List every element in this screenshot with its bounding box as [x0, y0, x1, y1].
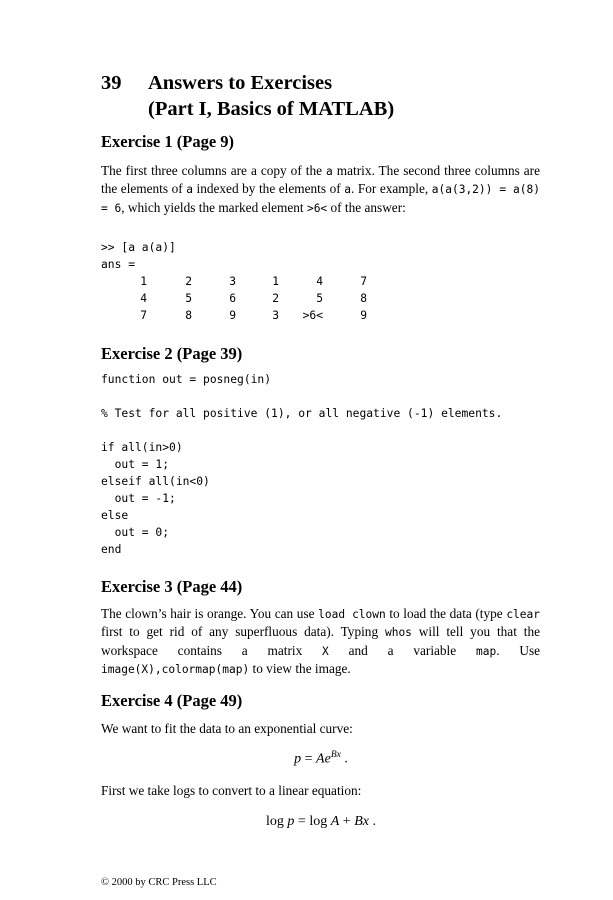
matrix-cell: 7	[140, 309, 147, 322]
matrix-cell: 8	[185, 309, 192, 322]
exercise-3-heading: Exercise 3 (Page 44)	[101, 577, 243, 596]
matrix-cell: 2	[185, 275, 192, 288]
matrix-cell: 4	[316, 275, 323, 288]
chapter-title-line1: Answers to Exercises	[148, 72, 333, 94]
matrix-cell: 8	[360, 292, 367, 305]
matrix-cell: 2	[272, 292, 279, 305]
exercise-1-code: >> [a a(a)] ans =	[101, 241, 176, 271]
matrix-cell: 3	[272, 309, 279, 322]
equation-linear: log p = log A + Bx .	[266, 814, 376, 829]
exercise-3-text: The clown’s hair is orange. You can use load clown to load the data (type clear first to get rid of any superfluous data). Typing whos will tell you that the workspace contains a matrix X and a variable map. Use image(X),colormap(map) to view the image.	[101, 606, 541, 676]
matrix-cell: 9	[360, 309, 367, 322]
matrix-cell: 3	[229, 275, 236, 288]
matrix-cell: 7	[360, 275, 367, 288]
exercise-1-heading: Exercise 1 (Page 9)	[101, 132, 235, 151]
chapter-title-line2: (Part I, Basics of MATLAB)	[148, 98, 395, 120]
exercise-2-heading: Exercise 2 (Page 39)	[101, 344, 243, 363]
matrix-row	[101, 273, 381, 290]
exercise-2-code-function: function out = posneg(in)	[101, 373, 272, 386]
chapter-number: 39	[101, 72, 122, 94]
matrix-cell: >6<	[302, 309, 323, 322]
matrix-cell: 9	[229, 309, 236, 322]
matrix-row	[101, 290, 381, 307]
matrix-cell: 1	[272, 275, 279, 288]
matrix-cell: 6	[229, 292, 236, 305]
exercise-4-between: First we take logs to convert to a linear equation:	[101, 783, 362, 798]
exercise-1-text: The first three columns are a copy of the a matrix. The second three columns are the elements of a indexed by the elements of a. For example, a(a(3,2)) = a(8) = 6, which yields the marked element >6< of the answer:	[101, 163, 541, 215]
copyright-footer: © 2000 by CRC Press LLC	[101, 877, 217, 888]
exercise-4-intro: We want to fit the data to an exponential curve:	[101, 721, 353, 736]
answer-matrix	[101, 273, 381, 324]
exercise-4-heading: Exercise 4 (Page 49)	[101, 691, 243, 710]
matrix-cell: 5	[185, 292, 192, 305]
matrix-row	[101, 307, 381, 324]
matrix-cell: 1	[140, 275, 147, 288]
matrix-cell: 4	[140, 292, 147, 305]
matrix-cell: 5	[316, 292, 323, 305]
equation-exponential: $p = Ae^{Bx}$ .	[294, 750, 348, 767]
exercise-2-code-body: if all(in>0) out = 1; elseif all(in<0) out = -1; else out = 0; end	[101, 441, 210, 556]
exercise-2-code-comment: % Test for all positive (1), or all negative (-1) elements.	[101, 407, 503, 420]
